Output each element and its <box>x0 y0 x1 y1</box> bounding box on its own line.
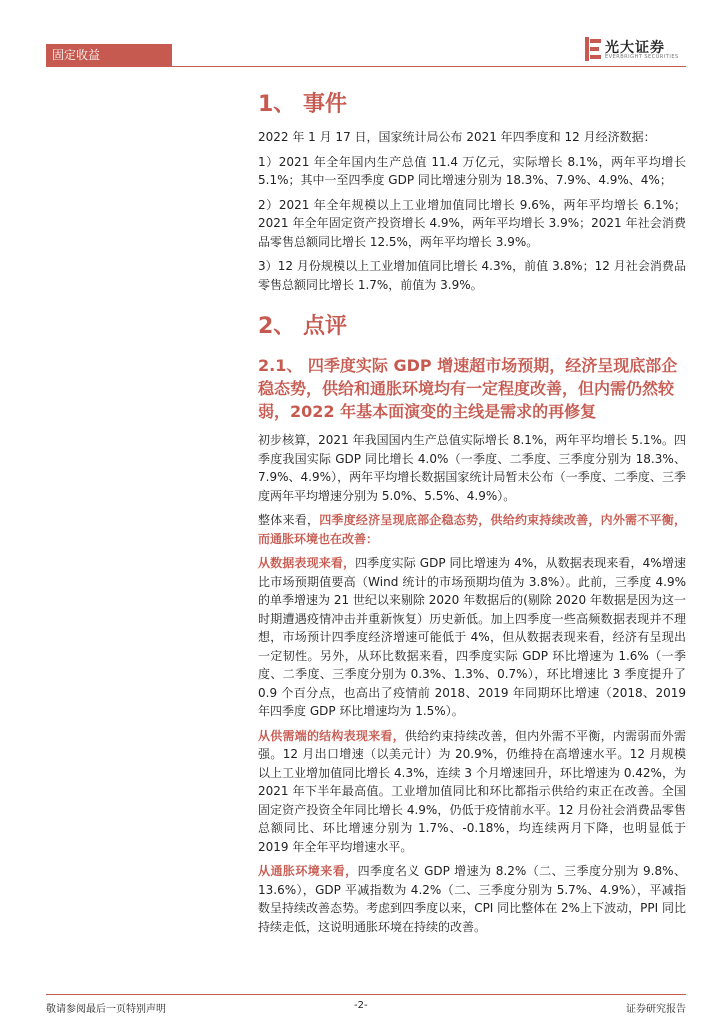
page-number: -2- <box>354 1000 368 1011</box>
section-label: 固定收益 <box>46 44 172 66</box>
logo-subtext: EVERBRIGHT SECURITIES <box>605 54 679 60</box>
company-logo <box>585 34 685 64</box>
commentary-para-3 <box>46 554 686 721</box>
commentary-para-2 <box>46 511 686 548</box>
logo-text: 光大证券 <box>605 40 665 56</box>
para-2-prefix: 整体来看， <box>258 513 320 527</box>
event-item-3: 3）12 月份规模以上工业增加值同比增长 4.3%，前值 3.8%；12 月社会消费品零售总额同比增长 1.7%，前值为 3.9%。 <box>258 259 686 292</box>
commentary-para-5 <box>46 862 686 936</box>
para-5-highlight: 从通胀环境来看， <box>258 864 358 878</box>
report-type: 证券研究报告 <box>626 1004 686 1015</box>
logo-mark-icon <box>585 37 601 61</box>
para-4-text: 供给约束持续改善，但内外需不平衡，内需弱而外需强。12 月出口增速（以美元计）为 20.9%，仍维持在高增速水平。12 月规模以上工业增加值同比增长 4.3%，连续 3 个月增速回升，环比增速为 0.42%，为 2021 年下半年最高值。工业增加值同比和环比都指示供给约束正在改善。全国固定资产投资全年同比增长 4.9%，仍低于疫情前水平。12 月份社会消费品零售总额同比、环比增速分别为 1.7%、-0.18%，均连续两月下降，也明显低于 2019 年全年平均增速水平。 <box>258 728 686 854</box>
event-item-1: 1）2021 年全年国内生产总值 11.4 万亿元，实际增长 8.1%，两年平均增长 5.1%；其中一至四季度 GDP 同比增速分别为 18.3%、7.9%、4.9%、4%； <box>258 154 686 187</box>
footer-divider <box>46 994 686 995</box>
para-3-highlight: 从数据表现来看， <box>258 556 356 570</box>
event-intro: 2022 年 1 月 17 日，国家统计局公布 2021 年四季度和 12 月经济数据： <box>258 130 656 144</box>
para-5-text: 四季度名义 GDP 增速为 8.2%（二、三季度分别为 9.8%、13.6%），GDP 平减指数为 4.2%（二、三季度分别为 5.7%、4.9%），平减指数呈持续改善态势。考虑到四季度以来，CPI 同比整体在 2%上下波动，PPI 同比持续走低，这说明通胀环境在持续的改善。 <box>258 864 686 934</box>
para-4-highlight: 从供需端的结构表现来看， <box>258 728 405 743</box>
event-item-2: 2）2021 年全年规模以上工业增加值同比增长 9.6%，两年平均增长 6.1%；2021 年全年固定资产投资增长 4.9%，两年平均增长 3.9%；2021 年社会消费品零售总额同比增长 12.5%，两年平均增长 3.9%。 <box>258 197 686 249</box>
para-2-highlight: 四季度经济呈现底部企稳态势，供给约束持续改善，内外需不平衡，而通胀环境也在改善： <box>258 513 686 546</box>
report-body <box>46 88 686 936</box>
subsection-2-1-title: 2.1、 四季度实际 GDP 增速超市场预期，经济呈现底部企稳态势，供给和通胀环境均有一定程度改善，但内需仍然较弱，2022 年基本面演变的主线是需求的再修复 <box>258 356 678 421</box>
header-divider <box>46 66 686 67</box>
section-1-title: 1、 事件 <box>258 92 347 117</box>
section-2-title: 2、 点评 <box>258 314 347 339</box>
commentary-para-4 <box>46 727 686 857</box>
para-3-text: 四季度实际 GDP 同比增速为 4%，从数据表现来看，4%增速比市场预期值要高（Wind 统计的市场预期均值为 3.8%）。此前，三季度 4.9%的单季增速为 21 世纪以来剔除 2020 年数据后的(剔除 2020 年数据是因为这一时期遭遇疫情冲击并重新恢复）历史新低。加上四季度一些高频数据表现并不理想，市场预计四季度经济增速可能低于 4%，但从数据表现来看，经济有呈现出一定韧性。另外，从环比数据来看，四季度实际 GDP 环比增速为 1.6%（一季度、二季度、三季度分别为 0.3%、1.3%、0.7%），环比增速比 3 季度提升了 0.9 个百分点，也高出了疫情前 2018、2019 年同期环比增速（2018、2019 年四季度 GDP 环比增速均为 1.5%）。 <box>258 556 686 718</box>
disclaimer-note: 敬请参阅最后一页特别声明 <box>46 1004 166 1015</box>
commentary-para-1: 初步核算，2021 年我国国内生产总值实际增长 8.1%，两年平均增长 5.1%。四季度我国实际 GDP 同比增长 4.0%（一季度、二季度、三季度分别为 18.3%、7.9%、4.9%），两年平均增长数据国家统计局暂未公布（一季度、二季度、三季度两年平均增速分别为 5.0%、5.5%、4.9%）。 <box>258 433 686 503</box>
